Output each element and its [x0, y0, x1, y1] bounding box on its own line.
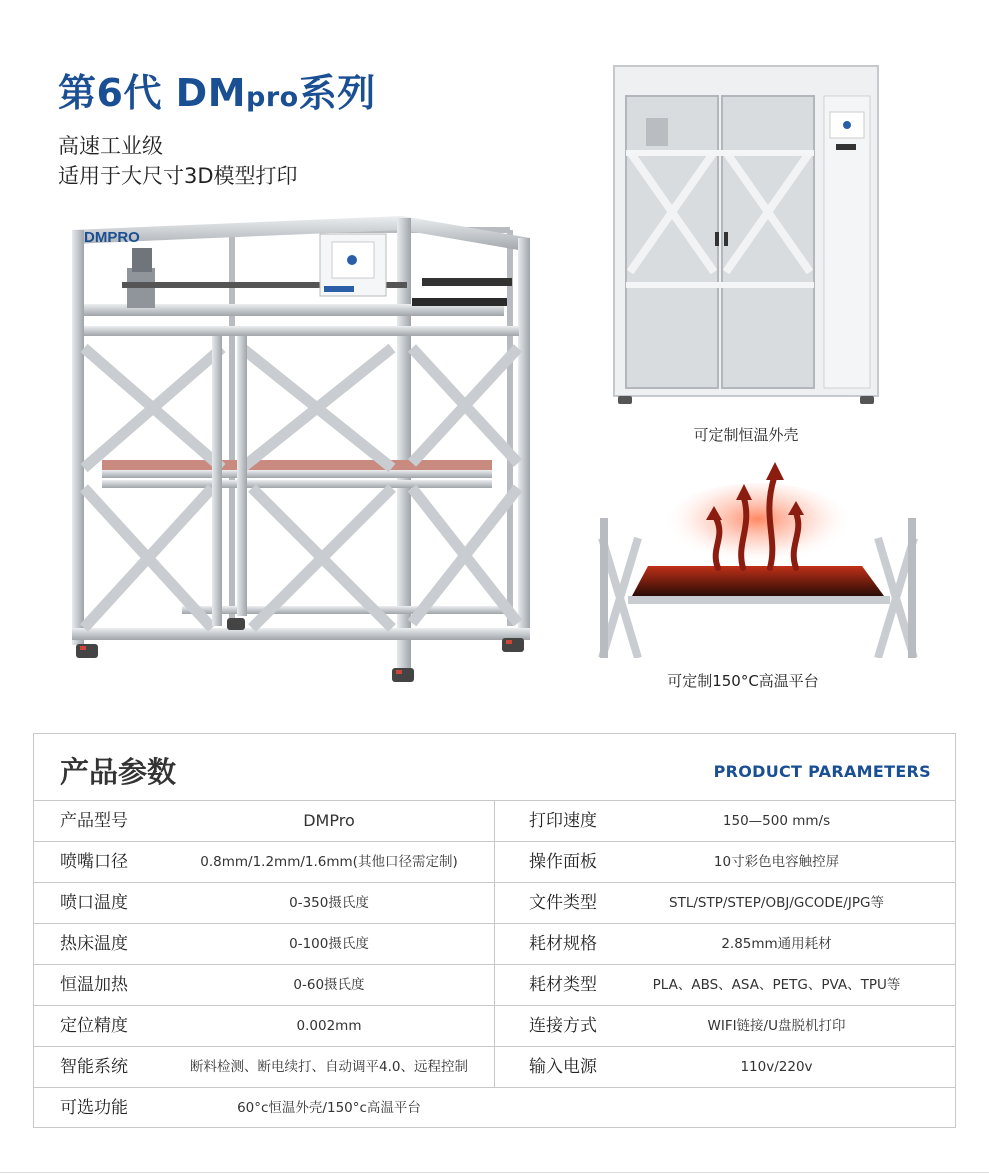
param-label: 喷口温度 [60, 893, 128, 913]
param-value: 0.8mm/1.2mm/1.6mm(其他口径需定制) [200, 854, 458, 870]
column-divider [494, 801, 495, 841]
subtitle-industrial: 高速工业级 [58, 134, 163, 158]
param-label: 定位精度 [60, 1016, 128, 1036]
param-value: 0-60摄氏度 [293, 977, 365, 993]
table-row [34, 924, 955, 965]
column-divider [494, 883, 495, 923]
subtitle-large-size: 适用于大尺寸3D模型打印 [58, 164, 298, 188]
param-label: 连接方式 [529, 1016, 597, 1036]
bed-caption: 可定制150°C高温平台 [667, 672, 819, 690]
param-value: 2.85mm通用耗材 [721, 936, 832, 952]
cabinet-caption: 可定制恒温外壳 [693, 426, 799, 444]
param-label: 操作面板 [529, 852, 597, 872]
param-label: 恒温加热 [60, 975, 128, 995]
table-row [34, 842, 955, 883]
params-title-en: PRODUCT PARAMETERS [713, 762, 931, 781]
page-bottom-divider [0, 1172, 989, 1173]
product-parameters-table [33, 733, 956, 1128]
param-label: 喷嘴口径 [60, 852, 128, 872]
param-value: 150—500 mm/s [722, 813, 831, 829]
param-value: WIFI链接/U盘脱机打印 [707, 1018, 846, 1034]
param-value: 60°c恒温外壳/150°c高温平台 [237, 1100, 421, 1116]
param-label: 可选功能 [60, 1098, 128, 1118]
column-divider [494, 1006, 495, 1046]
table-row [34, 965, 955, 1006]
param-label: 智能系统 [60, 1057, 128, 1077]
table-row [34, 1006, 955, 1047]
param-value: PLA、ABS、ASA、PETG、PVA、TPU等 [652, 977, 901, 993]
param-label: 打印速度 [529, 811, 597, 831]
page-title: 第6代 DMpro系列 [58, 71, 376, 115]
param-label: 耗材规格 [529, 934, 597, 954]
table-row [34, 883, 955, 924]
column-divider [494, 924, 495, 964]
params-title: 产品参数 [60, 755, 177, 789]
param-label: 热床温度 [60, 934, 128, 954]
param-value: 0-100摄氏度 [289, 936, 369, 952]
param-label: 耗材类型 [529, 975, 597, 995]
column-divider [494, 842, 495, 882]
params-header [34, 734, 955, 801]
param-label: 输入电源 [529, 1057, 597, 1077]
param-value: 0-350摄氏度 [289, 895, 369, 911]
param-value: 0.002mm [296, 1018, 362, 1034]
param-value: 110v/220v [740, 1059, 813, 1075]
printer-main-image [62, 208, 552, 686]
printer-logo: DMPRO [84, 229, 140, 246]
column-divider [494, 1047, 495, 1087]
table-row [34, 1088, 955, 1129]
column-divider [494, 965, 495, 1005]
table-row [34, 1047, 955, 1088]
enclosure-cabinet-image [610, 62, 882, 408]
param-value: 10寸彩色电容触控屏 [713, 854, 840, 870]
heated-bed-image [598, 458, 918, 658]
table-row [34, 801, 955, 842]
param-label: 文件类型 [529, 893, 597, 913]
param-label: 产品型号 [60, 811, 128, 831]
param-value: DMPro [303, 811, 355, 830]
param-value: 断料检测、断电续打、自动调平4.0、远程控制 [190, 1059, 468, 1075]
param-value: STL/STP/STEP/OBJ/GCODE/JPG等 [669, 895, 884, 911]
